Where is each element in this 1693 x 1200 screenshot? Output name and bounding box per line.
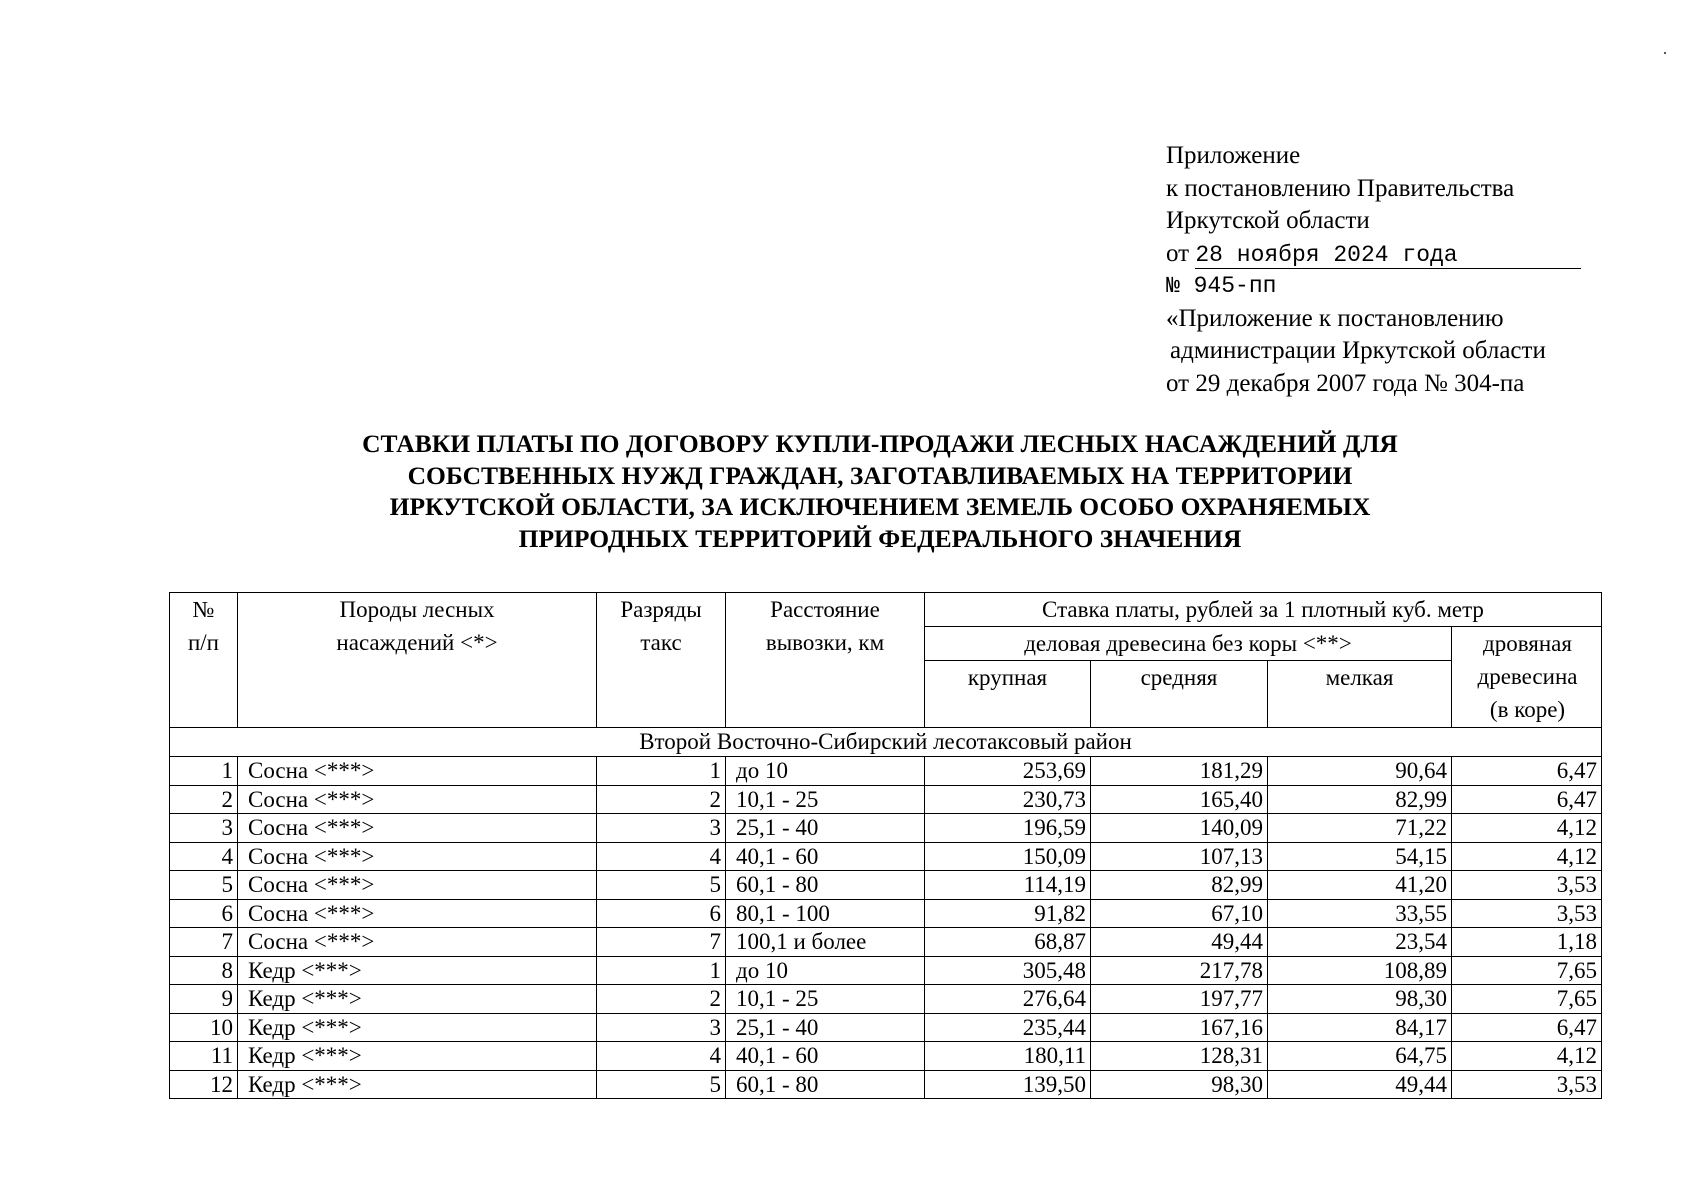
header-fuel-wood: [1452, 627, 1602, 728]
cell-fuel: 7,65: [1452, 956, 1602, 985]
cell-distance: 10,1 - 25: [726, 985, 925, 1014]
table-row: [170, 842, 1602, 871]
cell-fuel: 7,65: [1452, 985, 1602, 1014]
title-line: СОБСТВЕННЫХ НУЖД ГРАЖДАН, ЗАГОТАВЛИВАЕМЫХ НА ТЕРРИТОРИИ: [407, 460, 1353, 490]
cell-fuel: 4,12: [1452, 814, 1602, 843]
cell-species: Сосна <***>: [238, 757, 597, 786]
cell-large: 253,69: [925, 757, 1091, 786]
cell-small: 71,22: [1268, 814, 1452, 843]
header-rate: Ставка платы, рублей за 1 плотный куб. метр: [925, 593, 1602, 627]
cell-species: Кедр <***>: [238, 1042, 597, 1071]
document-title: [170, 428, 1590, 554]
header-text: п/п: [187, 630, 219, 655]
cell-distance: 40,1 - 60: [726, 842, 925, 871]
table-row: [170, 928, 1602, 957]
cell-large: 196,59: [925, 814, 1091, 843]
cell-distance: 40,1 - 60: [726, 1042, 925, 1071]
rates-table: [169, 592, 1602, 1099]
cell-fuel: 6,47: [1452, 757, 1602, 786]
table-row: [170, 871, 1602, 900]
cell-fuel: 4,12: [1452, 842, 1602, 871]
cell-fuel: 4,12: [1452, 1042, 1602, 1071]
cell-small: 90,64: [1268, 757, 1452, 786]
cell-species: Сосна <***>: [238, 899, 597, 928]
cell-medium: 140,09: [1091, 814, 1268, 843]
date-prefix: от: [1166, 239, 1190, 267]
appendix-block: [1166, 140, 1581, 400]
region-row: Второй Восточно-Сибирский лесотаксовый район: [170, 728, 1602, 757]
header-text: вывозки, км: [765, 630, 885, 655]
cell-large: 139,50: [925, 1070, 1091, 1099]
cell-species: Кедр <***>: [238, 1013, 597, 1042]
cell-num: 3: [170, 814, 238, 843]
cell-small: 84,17: [1268, 1013, 1452, 1042]
cell-fuel: 3,53: [1452, 1070, 1602, 1099]
appendix-line: от 29 декабря 2007 года № 304-па: [1166, 369, 1525, 397]
cell-medium: 165,40: [1091, 785, 1268, 814]
appendix-line: Приложение: [1166, 142, 1301, 169]
cell-species: Кедр <***>: [238, 985, 597, 1014]
header-text: древесина: [1477, 664, 1578, 689]
cell-species: Кедр <***>: [238, 1070, 597, 1099]
title-line: ИРКУТСКОЙ ОБЛАСТИ, ЗА ИСКЛЮЧЕНИЕМ ЗЕМЕЛЬ ОСОБО ОХРАНЯЕМЫХ: [389, 492, 1371, 521]
cell-large: 230,73: [925, 785, 1091, 814]
header-text: №: [192, 597, 215, 622]
cell-medium: 197,77: [1091, 985, 1268, 1014]
cell-species: Сосна <***>: [238, 928, 597, 957]
cell-num: 12: [170, 1070, 238, 1099]
header-text: Расстояние: [770, 597, 880, 622]
cell-rank: 6: [597, 899, 726, 928]
cell-species: Кедр <***>: [238, 956, 597, 985]
cell-rank: 1: [597, 956, 726, 985]
appendix-line: «Приложение к постановлению: [1166, 304, 1504, 332]
cell-large: 305,48: [925, 956, 1091, 985]
header-business-wood: деловая древесина без коры <**>: [925, 627, 1452, 661]
cell-rank: 2: [597, 985, 726, 1014]
table-row: [170, 757, 1602, 786]
cell-fuel: 6,47: [1452, 785, 1602, 814]
cell-rank: 1: [597, 757, 726, 786]
cell-num: 9: [170, 985, 238, 1014]
cell-medium: 167,16: [1091, 1013, 1268, 1042]
cell-small: 82,99: [1268, 785, 1452, 814]
cell-large: 150,09: [925, 842, 1091, 871]
cell-medium: 181,29: [1091, 757, 1268, 786]
table-row: [170, 985, 1602, 1014]
cell-distance: 80,1 - 100: [726, 899, 925, 928]
cell-small: 64,75: [1268, 1042, 1452, 1071]
cell-small: 49,44: [1268, 1070, 1452, 1099]
cell-large: 276,64: [925, 985, 1091, 1014]
header-species: [238, 593, 597, 728]
cell-small: 98,30: [1268, 985, 1452, 1014]
cell-num: 2: [170, 785, 238, 814]
cell-rank: 3: [597, 814, 726, 843]
header-num: [170, 593, 238, 728]
resolution-number: № 945-пп: [1166, 273, 1277, 299]
cell-medium: 82,99: [1091, 871, 1268, 900]
cell-rank: 2: [597, 785, 726, 814]
cell-rank: 4: [597, 1042, 726, 1071]
cell-rank: 4: [597, 842, 726, 871]
cell-rank: 7: [597, 928, 726, 957]
cell-num: 6: [170, 899, 238, 928]
header-rank: [597, 593, 726, 728]
cell-large: 91,82: [925, 899, 1091, 928]
header-text: насаждений <*>: [336, 630, 498, 655]
cell-fuel: 6,47: [1452, 1013, 1602, 1042]
table-row: [170, 1042, 1602, 1071]
table-row: [170, 1013, 1602, 1042]
header-text: дровяная: [1483, 631, 1572, 656]
cell-large: 180,11: [925, 1042, 1091, 1071]
cell-distance: 25,1 - 40: [726, 1013, 925, 1042]
table-row: [170, 814, 1602, 843]
cell-medium: 128,31: [1091, 1042, 1268, 1071]
cell-fuel: 3,53: [1452, 899, 1602, 928]
cell-rank: 5: [597, 871, 726, 900]
table-row: [170, 1070, 1602, 1099]
title-line: СТАВКИ ПЛАТЫ ПО ДОГОВОРУ КУПЛИ-ПРОДАЖИ ЛЕСНЫХ НАСАЖДЕНИЙ ДЛЯ: [362, 429, 1398, 458]
resolution-date: 28 ноября 2024 года: [1195, 242, 1581, 269]
cell-medium: 107,13: [1091, 842, 1268, 871]
header-large: крупная: [925, 661, 1091, 728]
cell-fuel: 1,18: [1452, 928, 1602, 957]
cell-large: 235,44: [925, 1013, 1091, 1042]
cell-num: 11: [170, 1042, 238, 1071]
header-text: такс: [640, 630, 682, 655]
cell-num: 7: [170, 928, 238, 957]
cell-distance: 25,1 - 40: [726, 814, 925, 843]
cell-small: 41,20: [1268, 871, 1452, 900]
cell-rank: 3: [597, 1013, 726, 1042]
cell-small: 23,54: [1268, 928, 1452, 957]
cell-distance: до 10: [726, 956, 925, 985]
cell-distance: 60,1 - 80: [726, 1070, 925, 1099]
header-small: мелкая: [1268, 661, 1452, 728]
header-text: (в коре): [1489, 697, 1566, 722]
scan-speck: [1664, 52, 1666, 54]
table-row: [170, 956, 1602, 985]
header-text: Породы лесных: [339, 597, 495, 622]
cell-small: 54,15: [1268, 842, 1452, 871]
cell-medium: 49,44: [1091, 928, 1268, 957]
cell-medium: 98,30: [1091, 1070, 1268, 1099]
appendix-line: администрации Иркутской области: [1170, 337, 1546, 364]
cell-medium: 67,10: [1091, 899, 1268, 928]
cell-distance: 100,1 и более: [726, 928, 925, 957]
appendix-date-row: [1166, 238, 1581, 271]
cell-species: Сосна <***>: [238, 871, 597, 900]
cell-species: Сосна <***>: [238, 842, 597, 871]
cell-medium: 217,78: [1091, 956, 1268, 985]
header-medium: средняя: [1091, 661, 1268, 728]
cell-large: 68,87: [925, 928, 1091, 957]
cell-distance: 60,1 - 80: [726, 871, 925, 900]
table-row: [170, 785, 1602, 814]
header-text: Разряды: [620, 597, 702, 622]
cell-num: 1: [170, 757, 238, 786]
cell-small: 108,89: [1268, 956, 1452, 985]
cell-fuel: 3,53: [1452, 871, 1602, 900]
title-line: ПРИРОДНЫХ ТЕРРИТОРИЙ ФЕДЕРАЛЬНОГО ЗНАЧЕНИЯ: [518, 523, 1242, 553]
appendix-line: к постановлению Правительства: [1166, 174, 1515, 202]
table-row: [170, 899, 1602, 928]
cell-large: 114,19: [925, 871, 1091, 900]
cell-rank: 5: [597, 1070, 726, 1099]
cell-species: Сосна <***>: [238, 814, 597, 843]
cell-num: 4: [170, 842, 238, 871]
header-distance: [726, 593, 925, 728]
cell-distance: 10,1 - 25: [726, 785, 925, 814]
cell-num: 10: [170, 1013, 238, 1042]
cell-small: 33,55: [1268, 899, 1452, 928]
cell-num: 5: [170, 871, 238, 900]
cell-species: Сосна <***>: [238, 785, 597, 814]
cell-num: 8: [170, 956, 238, 985]
appendix-line: Иркутской области: [1166, 207, 1370, 234]
cell-distance: до 10: [726, 757, 925, 786]
